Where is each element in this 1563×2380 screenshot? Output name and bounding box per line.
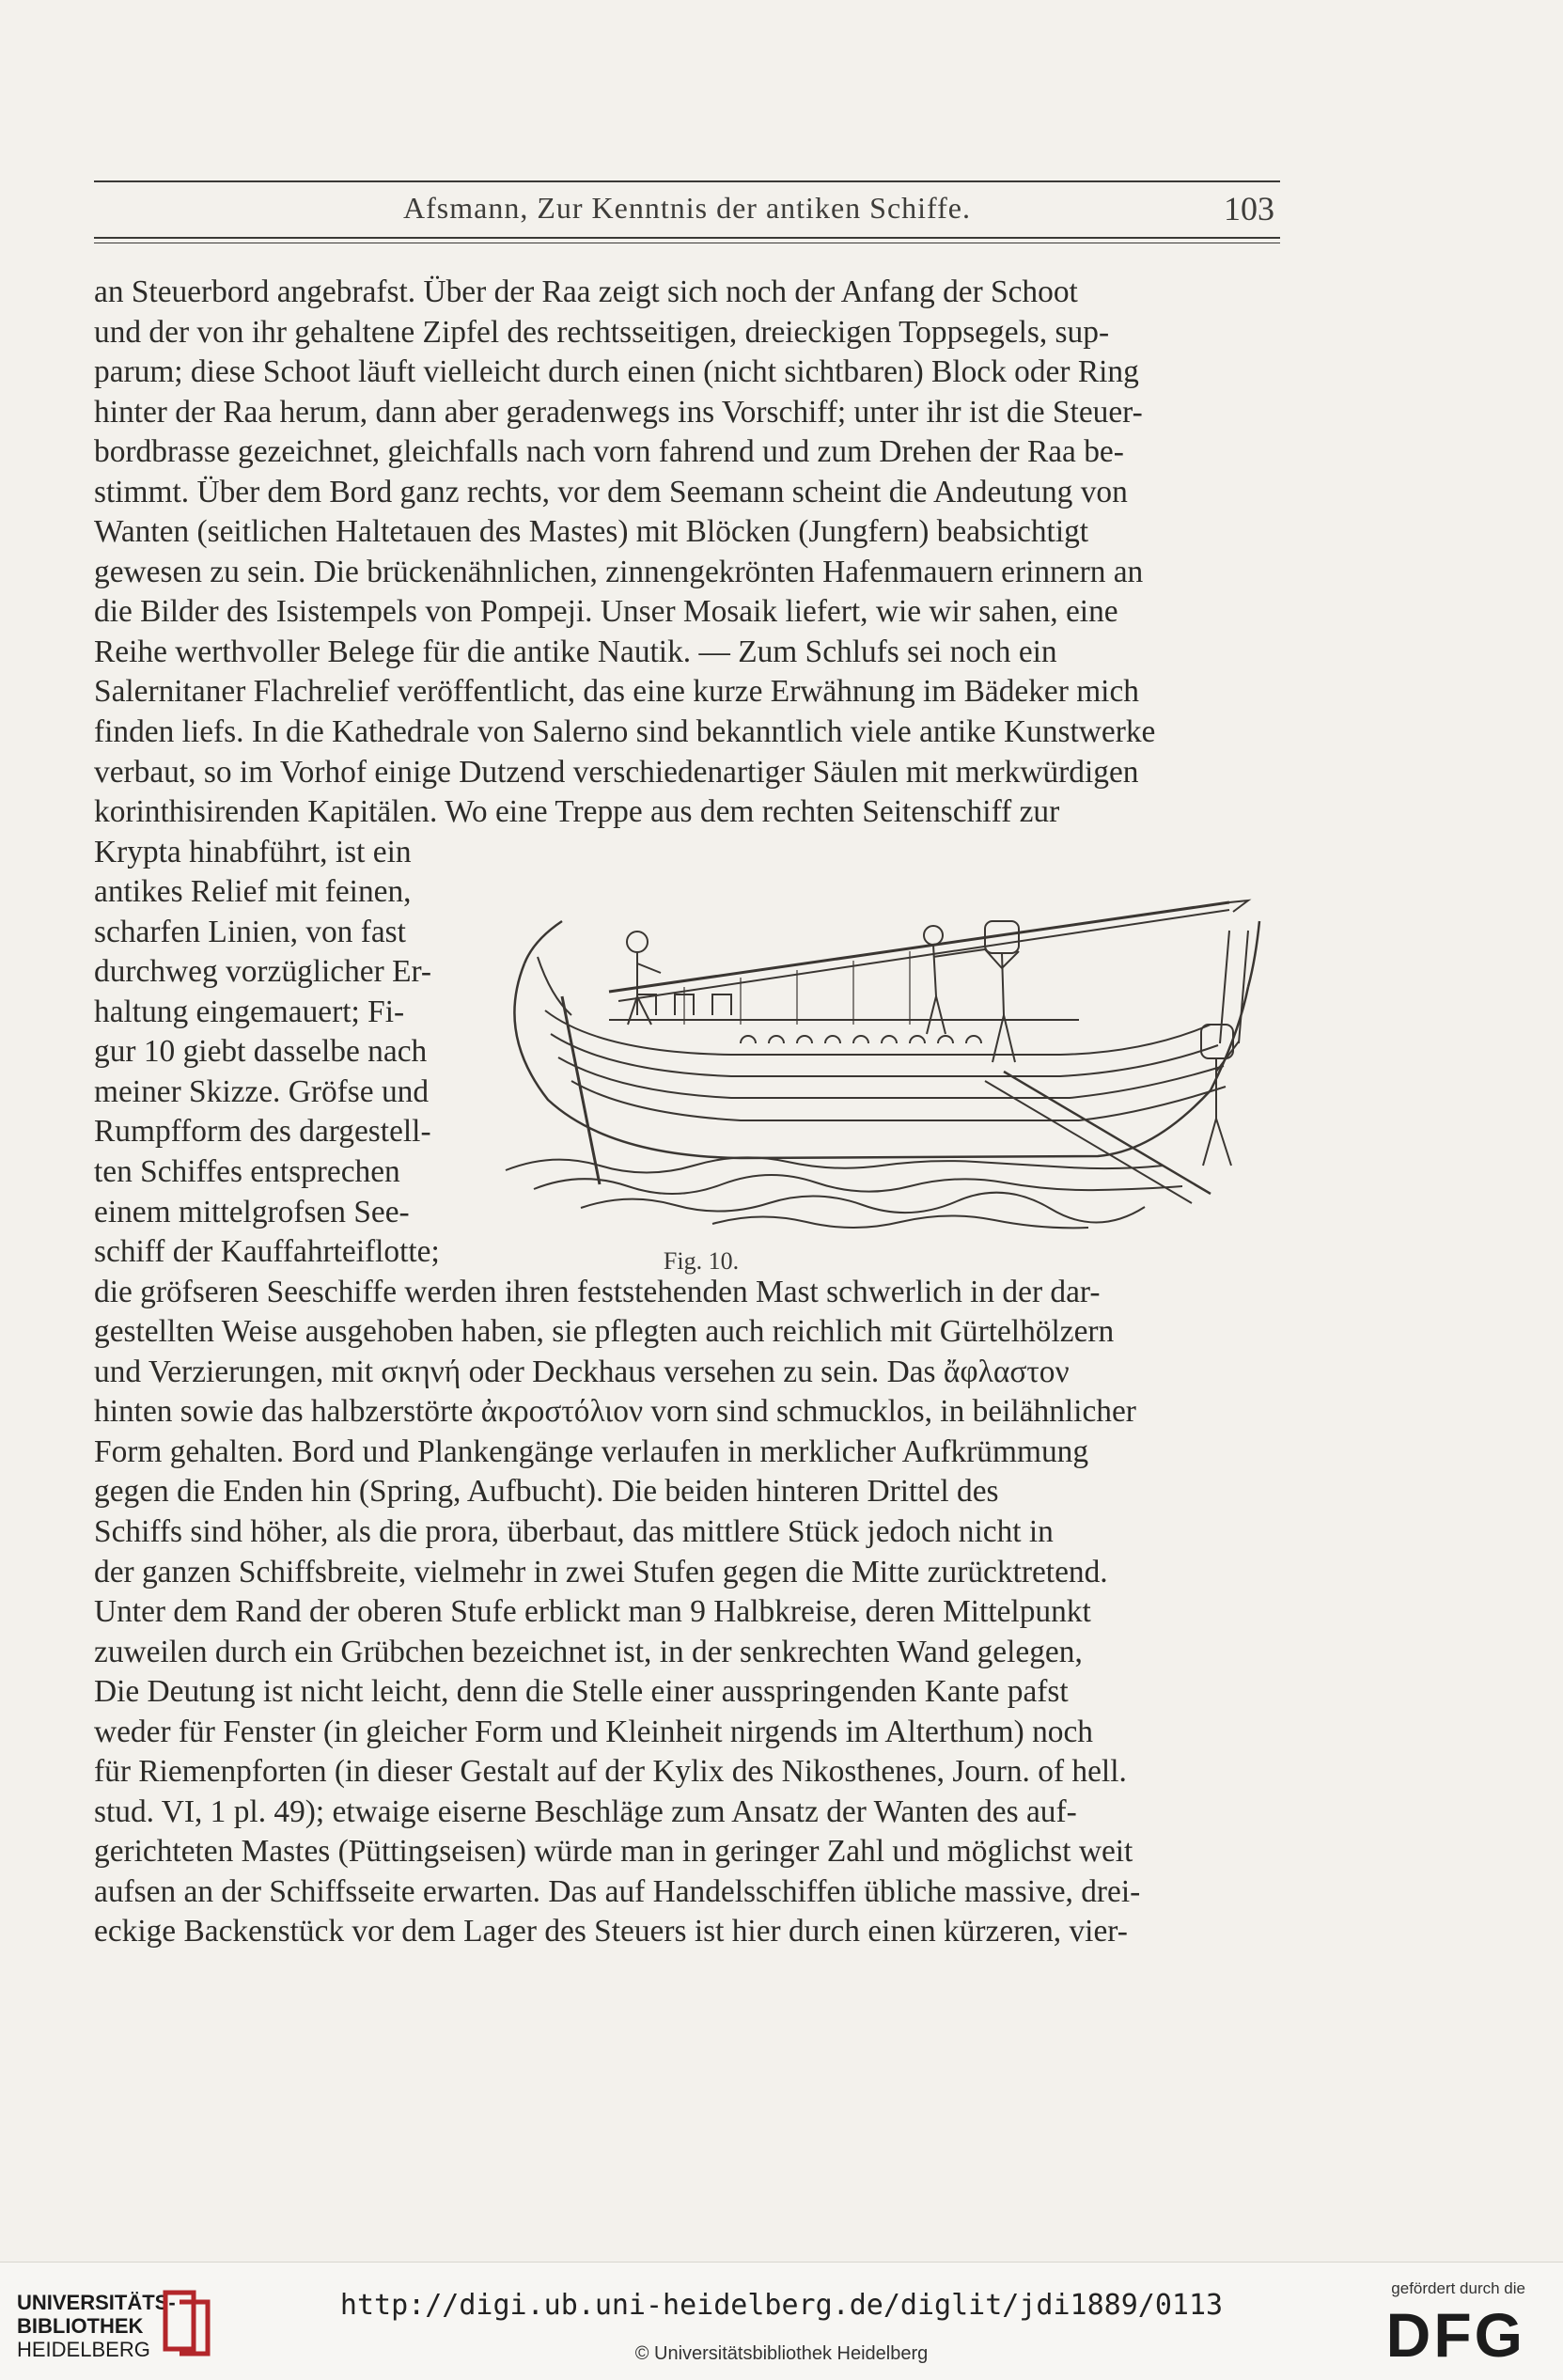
text-line: Schiffs sind höher, als die prora, überbaut, das mittlere Stück jedoch nicht in bbox=[94, 1513, 1054, 1549]
text-line: scharfen Linien, von fast bbox=[94, 914, 406, 949]
text-line: stud. VI, 1 pl. 49); etwaige eiserne Beschläge zum Ansatz der Wanten des auf- bbox=[94, 1793, 1077, 1829]
copyright-notice: © Universitätsbibliothek Heidelberg bbox=[634, 2343, 929, 2364]
running-head bbox=[94, 191, 1280, 232]
text-line: antikes Relief mit feinen, bbox=[94, 874, 412, 910]
text-line: Unter dem Rand der oberen Stufe erblickt man 9 Halbkreise, deren Mittelpunkt bbox=[94, 1594, 1091, 1630]
paragraph-narrow bbox=[94, 833, 462, 1273]
text-line: bordbrasse gezeichnet, gleichfalls nach vorn fahrend und zum Drehen der Raa be- bbox=[94, 434, 1124, 470]
library-name-line: BIBLIOTHEK bbox=[17, 2314, 144, 2338]
text-line: meiner Skizze. Gröfse und bbox=[94, 1073, 430, 1109]
text-line: ten Schiffes entsprechen bbox=[94, 1154, 400, 1190]
text-line: parum; diese Schoot läuft vielleicht durch einen (nicht sichtbaren) Block oder Ring bbox=[94, 354, 1139, 390]
header-double-rule-top bbox=[94, 237, 1280, 239]
text-line: Rumpfform des dargestell- bbox=[94, 1114, 431, 1150]
text-line: und der von ihr gehaltene Zipfel des rechtsseitigen, dreieckigen Toppsegels, sup- bbox=[94, 314, 1110, 350]
text-line: der ganzen Schiffsbreite, vielmehr in zwei Stufen gegen die Mitte zurücktretend. bbox=[94, 1554, 1108, 1589]
paragraph-full-2 bbox=[94, 1273, 1280, 1952]
text-line: an Steuerbord angebrafst. Über der Raa zeigt sich noch der Anfang der Schoot bbox=[94, 274, 1078, 309]
text-line: hinter der Raa herum, dann aber geradenwegs ins Vorschiff; unter ihr ist die Steuer- bbox=[94, 394, 1143, 430]
figure-caption: Fig. 10. bbox=[663, 1247, 740, 1275]
library-name-line: HEIDELBERG bbox=[17, 2338, 150, 2361]
text-line: für Riemenpforten (in dieser Gestalt auf der Kylix des Nikosthenes, Journ. of hell. bbox=[94, 1754, 1127, 1790]
text-line: Die Deutung ist nicht leicht, denn die Stelle einer ausspringenden Kante pafst bbox=[94, 1674, 1069, 1710]
text-line: die gröfseren Seeschiffe werden ihren feststehenden Mast schwerlich in der dar- bbox=[94, 1274, 1101, 1309]
text-line: einem mittelgrofsen See- bbox=[94, 1194, 410, 1229]
text-line: und Verzierungen, mit σκηνή oder Deckhaus versehen zu sein. Das ἄφλαστον bbox=[94, 1354, 1070, 1389]
text-line: Form gehalten. Bord und Plankengänge verlaufen in merklicher Aufkrümmung bbox=[94, 1433, 1089, 1469]
text-line: haltung eingemauert; Fi- bbox=[94, 994, 405, 1029]
text-line: Wanten (seitlichen Haltetauen des Mastes) mit Blöcken (Jungfern) beabsichtigt bbox=[94, 514, 1089, 550]
page-footer bbox=[0, 2262, 1563, 2380]
text-line: aufsen an der Schiffsseite erwarten. Das auf Handelsschiffen übliche massive, drei- bbox=[94, 1873, 1141, 1909]
text-line: gestellten Weise ausgehoben haben, sie pflegten auch reichlich mit Gürtelhölzern bbox=[94, 1314, 1115, 1350]
text-line: Krypta hinabführt, ist ein bbox=[94, 834, 412, 869]
funding-note: gefördert durch die bbox=[1391, 2279, 1525, 2297]
ship-relief-illustration bbox=[496, 884, 1282, 1278]
text-line: gegen die Enden hin (Spring, Aufbucht). Die beiden hinteren Drittel des bbox=[94, 1474, 999, 1510]
digital-copy-url[interactable]: http://digi.ub.uni-heidelberg.de/diglit/jdi1889/0113 bbox=[339, 2289, 1224, 2322]
running-head-title: Afsmann, Zur Kenntnis der antiken Schiffe. bbox=[403, 191, 971, 225]
text-line: stimmt. Über dem Bord ganz rechts, vor dem Seemann scheint die Andeutung von bbox=[94, 474, 1128, 509]
text-line: eckige Backenstück vor dem Lager des Steuers ist hier durch einen kürzeren, vier- bbox=[94, 1914, 1128, 1949]
text-line: weder für Fenster (in gleicher Form und Kleinheit nirgends im Alterthum) noch bbox=[94, 1714, 1094, 1749]
text-line: hinten sowie das halbzerstörte ἀκροστόλιον vorn sind schmucklos, in beilähnlicher bbox=[94, 1394, 1136, 1430]
text-line: korinthisirenden Kapitälen. Wo eine Treppe aus dem rechten Seitenschiff zur bbox=[94, 794, 1060, 830]
text-line: gewesen zu sein. Die brückenähnlichen, zinnengekrönten Hafenmauern erinnern an bbox=[94, 554, 1144, 589]
paragraph-full-1 bbox=[94, 273, 1280, 833]
text-line: die Bilder des Isistempels von Pompeji. Unser Mosaik liefert, wie wir sahen, eine bbox=[94, 594, 1118, 630]
text-line: Reihe werthvoller Belege für die antike Nautik. — Zum Schlufs sei noch ein bbox=[94, 634, 1057, 669]
dfg-logo: DFG bbox=[1385, 2300, 1525, 2370]
text-line: zuweilen durch ein Grübchen bezeichnet ist, in der senkrechten Wand gelegen, bbox=[94, 1634, 1083, 1669]
text-line: verbaut, so im Vorhof einige Dutzend verschiedenartiger Säulen mit merkwürdigen bbox=[94, 754, 1139, 790]
text-line: schiff der Kauffahrteiflotte; bbox=[94, 1234, 440, 1270]
text-line: gerichteten Mastes (Püttingseisen) würde man in geringer Zahl und möglichst weit bbox=[94, 1834, 1133, 1870]
page-number: 103 bbox=[1224, 190, 1274, 227]
text-line: durchweg vorzüglicher Er- bbox=[94, 954, 432, 990]
top-rule bbox=[94, 180, 1280, 182]
text-line: gur 10 giebt dasselbe nach bbox=[94, 1034, 428, 1070]
library-name-line: UNIVERSITÄTS- bbox=[17, 2291, 176, 2314]
text-line: finden liefs. In die Kathedrale von Salerno sind bekanntlich viele antike Kunstwerke bbox=[94, 714, 1156, 750]
text-line: Salernitaner Flachrelief veröffentlicht, das eine kurze Erwähnung im Bädeker mich bbox=[94, 674, 1139, 710]
